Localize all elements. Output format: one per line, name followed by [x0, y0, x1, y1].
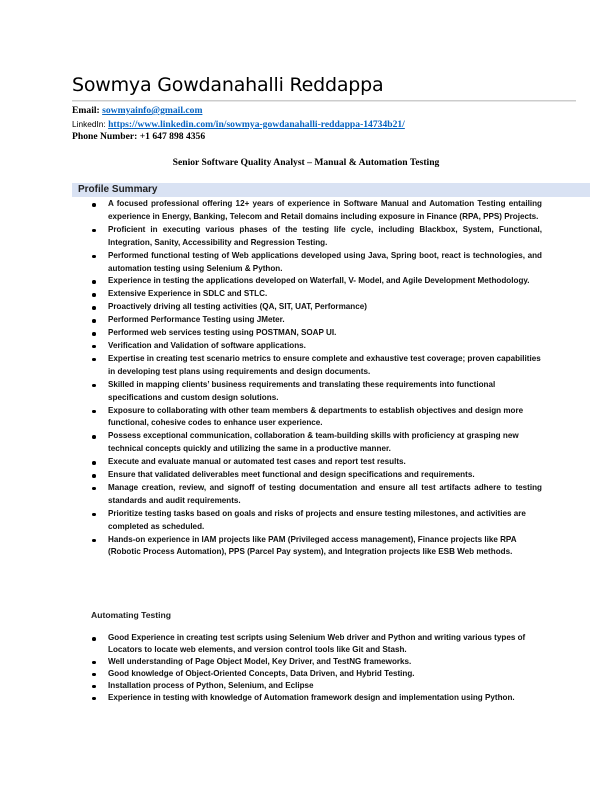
- contact-block: [72, 105, 405, 144]
- list-item: Installation process of Python, Selenium, and Eclipse: [92, 680, 542, 692]
- email-label: Email:: [72, 105, 100, 116]
- email-link[interactable]: sowmyainfo@gmail.com: [102, 105, 203, 116]
- list-item: Skilled in mapping clients’ business requirements and translating these requirements into functional specifications and custom design solutions.: [92, 379, 542, 405]
- list-item: Proficient in executing various phases of the testing life cycle, including Blackbox, System, Functional, Integration, Sanity, Accessibility and Regression Testing.: [92, 224, 542, 250]
- list-item: Verification and Validation of software applications.: [92, 340, 542, 353]
- list-item: Extensive Experience in SDLC and STLC.: [92, 288, 542, 301]
- list-item: Performed web services testing using POSTMAN, SOAP UI.: [92, 327, 542, 340]
- phone-number: +1 647 898 4356: [139, 131, 206, 143]
- linkedin-line: [72, 118, 405, 132]
- automating-testing-heading: Automating Testing: [91, 610, 172, 620]
- profile-summary-header: [72, 183, 590, 197]
- section-title: Profile Summary: [78, 184, 158, 195]
- list-item: Good knowledge of Object-Oriented Concepts, Data Driven, and Hybrid Testing.: [92, 668, 542, 680]
- list-item: Performed Performance Testing using JMeter.: [92, 314, 542, 327]
- list-item: Prioritize testing tasks based on goals and risks of projects and ensure testing milestones, and activities are completed as scheduled.: [92, 508, 542, 534]
- list-item: Well understanding of Page Object Model, Key Driver, and TestNG frameworks.: [92, 656, 542, 668]
- list-item: Experience in testing the applications developed on Waterfall, V- Model, and Agile Development Methodology.: [92, 275, 542, 288]
- email-line: [72, 105, 405, 118]
- title-divider: [72, 100, 576, 102]
- list-item: Manage creation, review, and signoff of testing documentation and ensure all test artifacts adhere to testing standards and audit requirements.: [92, 482, 542, 508]
- linkedin-link[interactable]: https://www.linkedin.com/in/sowmya-gowdanahalli-reddappa-14734b21/: [108, 118, 405, 130]
- phone-line: [72, 131, 405, 144]
- list-item: A focused professional offering 12+ years of experience in Software Manual and Automation Testing entailing experience in Energy, Banking, Telecom and Retail domains including exposure in Finance (RPA, PPS) Projects.: [92, 198, 542, 224]
- candidate-name: Sowmya Gowdanahalli Reddappa: [72, 74, 384, 96]
- automating-testing-list: [92, 632, 542, 703]
- list-item: Expertise in creating test scenario metrics to ensure complete and exhaustive test coverage; proven capabilities in developing test plans using requirements and design documents.: [92, 353, 542, 379]
- list-item: Execute and evaluate manual or automated test cases and report test results.: [92, 456, 542, 469]
- list-item: Hands-on experience in IAM projects like PAM (Privileged access management), Finance projects like RPA (Robotic Process Automation), PPS (Parcel Pay system), and Integration projects like ESB Web methods.: [92, 534, 542, 560]
- list-item: Ensure that validated deliverables meet functional and design specifications and requirements.: [92, 469, 542, 482]
- list-item: Experience in testing with knowledge of Automation framework design and implementation using Python.: [92, 692, 542, 704]
- list-item: Exposure to collaborating with other team members & departments to establish objectives and design more functional, cohesive codes to enhance user experience.: [92, 405, 542, 431]
- phone-label: Phone Number:: [72, 131, 138, 143]
- list-item: Proactively driving all testing activities (QA, SIT, UAT, Performance): [92, 301, 542, 314]
- linkedin-label: LinkedIn:: [72, 118, 106, 129]
- professional-headline: Senior Software Quality Analyst – Manual & Automation Testing: [172, 157, 440, 168]
- profile-summary-list: [92, 198, 542, 559]
- list-item: Performed functional testing of Web applications developed using Java, Spring boot, react is technologies, and automation testing using Selenium & Python.: [92, 250, 542, 276]
- list-item: Possess exceptional communication, collaboration & team-building skills with proficiency at grasping new technical concepts quickly and utilizing the same in a productive manner.: [92, 430, 542, 456]
- list-item: Good Experience in creating test scripts using Selenium Web driver and Python and writing various types of Locators to locate web elements, and version control tools like Git and Stash.: [92, 632, 542, 656]
